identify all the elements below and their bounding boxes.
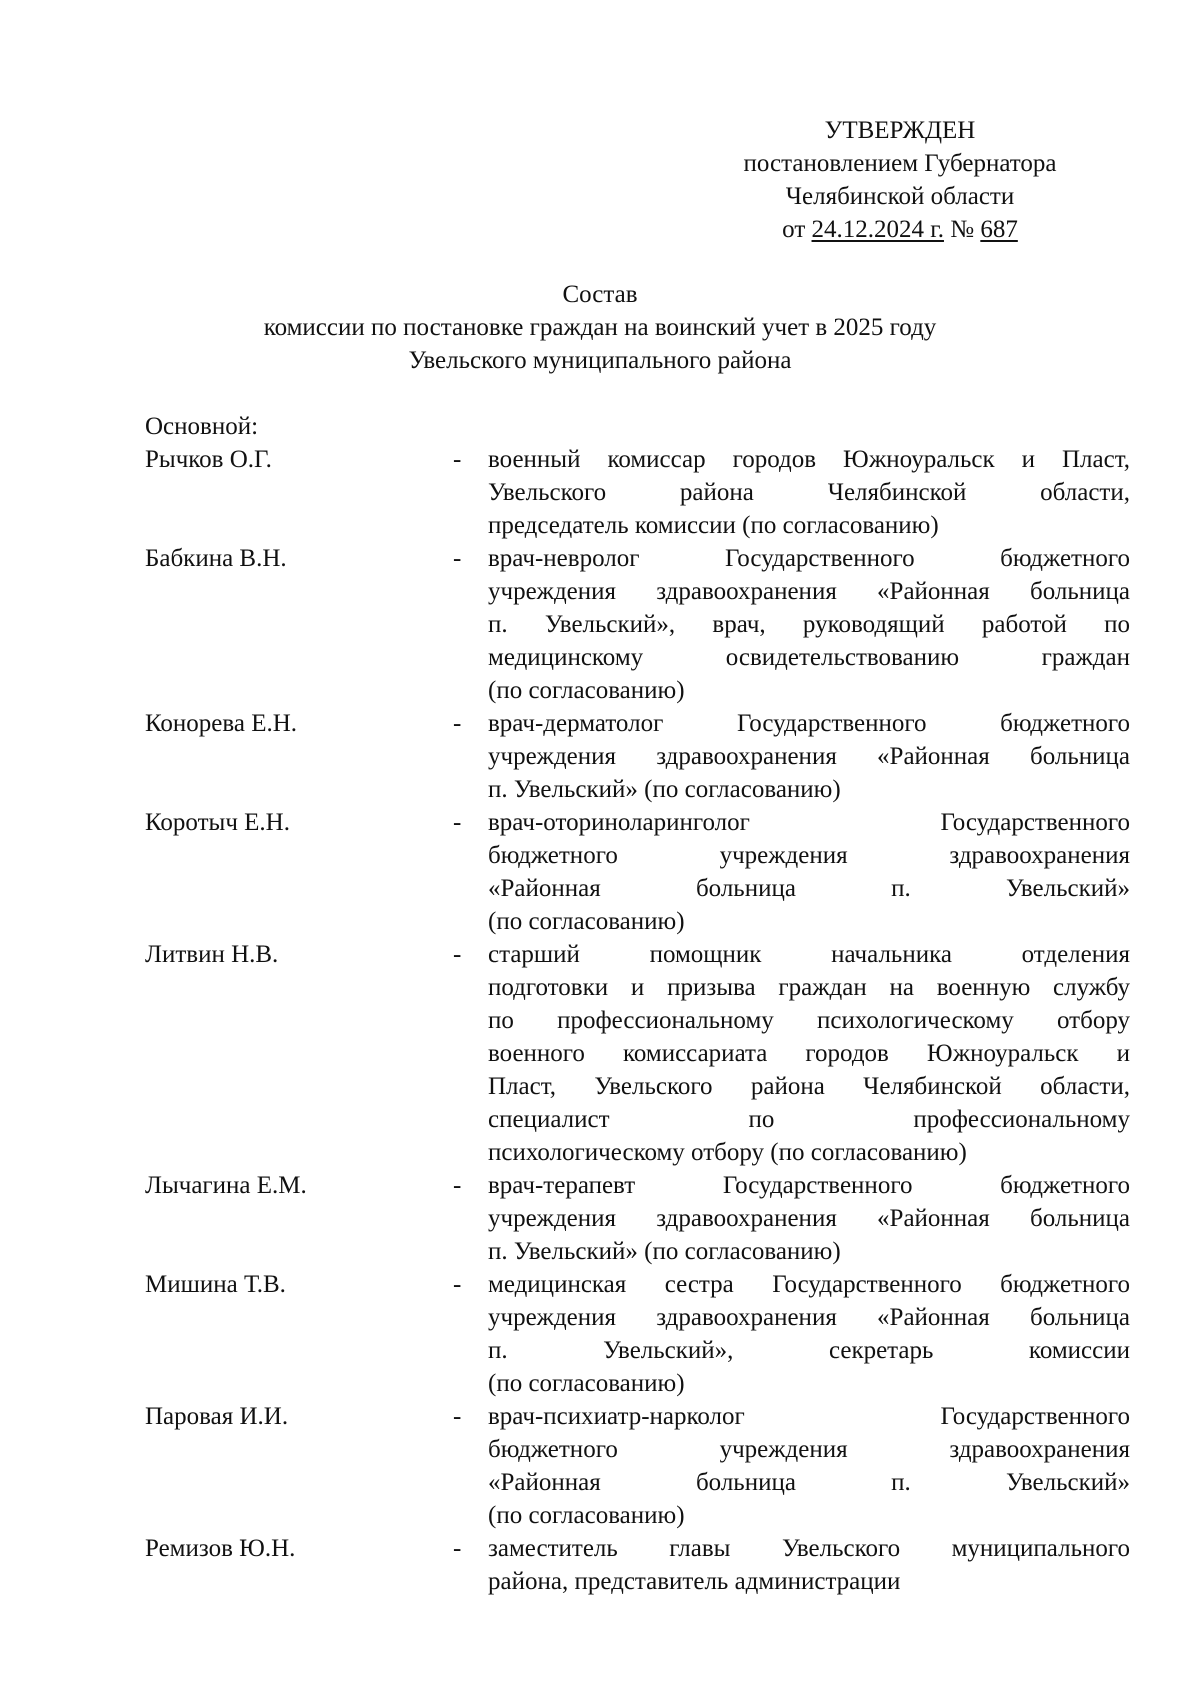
member-description-line: п. Увельский» (по согласованию) <box>488 1238 841 1265</box>
member-dash: - <box>453 446 462 473</box>
member-description-line: по профессиональному психологическому отбору <box>488 1007 1130 1034</box>
member-description-line: врач-невролог Государственного бюджетного <box>488 545 1130 572</box>
member-dash: - <box>453 1271 462 1298</box>
member-description-line: медицинскому освидетельствованию граждан <box>488 644 1130 671</box>
member-description-line: председатель комиссии (по согласованию) <box>488 512 939 539</box>
member-name: Коротыч Е.Н. <box>145 809 290 836</box>
member-description-line: п. Увельский», врач, руководящий работой по <box>488 611 1130 638</box>
member-description <box>488 1532 1130 1598</box>
member-description-line: психологическому отбору (по согласованию) <box>488 1139 967 1166</box>
member-row <box>145 1532 1130 1598</box>
member-description <box>488 806 1130 938</box>
member-row <box>145 1169 1130 1268</box>
member-description-line: «Районная больница п. Увельский» <box>488 875 1130 902</box>
member-description <box>488 1268 1130 1400</box>
member-description-line: заместитель главы Увельского муниципального <box>488 1535 1130 1562</box>
member-dash: - <box>453 1403 462 1430</box>
member-row <box>145 806 1130 938</box>
member-description-line: специалист по профессиональному <box>488 1106 1130 1133</box>
section-label: Основной: <box>145 413 259 440</box>
member-description-line: военный комиссар городов Южноуральск и Пласт, <box>488 446 1130 473</box>
approval-heading: УТВЕРЖДЕН <box>824 117 976 144</box>
member-description-line: (по согласованию) <box>488 677 685 704</box>
member-description <box>488 443 1130 542</box>
member-description-line: врач-терапевт Государственного бюджетного <box>488 1172 1130 1199</box>
member-description-line: (по согласованию) <box>488 1370 685 1397</box>
member-description-line: подготовки и призыва граждан на военную службу <box>488 974 1130 1001</box>
member-description <box>488 1169 1130 1268</box>
approval-line-1: постановлением Губернатора <box>743 150 1057 177</box>
member-name: Ремизов Ю.Н. <box>145 1535 296 1562</box>
member-description <box>488 707 1130 806</box>
member-name: Конорева Е.Н. <box>145 710 298 737</box>
member-dash: - <box>453 809 462 836</box>
member-row <box>145 1400 1130 1532</box>
member-description-line: п. Увельский» (по согласованию) <box>488 776 841 803</box>
member-name: Лычагина Е.М. <box>145 1172 307 1199</box>
member-row <box>145 1268 1130 1400</box>
approval-number: 687 <box>980 216 1018 243</box>
member-description-line: учреждения здравоохранения «Районная больница <box>488 743 1130 770</box>
member-description <box>488 938 1130 1169</box>
member-description-line: Пласт, Увельского района Челябинской области, <box>488 1073 1130 1100</box>
number-prefix: № <box>943 216 981 243</box>
title-line-3: Увельского муниципального района <box>408 347 792 374</box>
title-line-2: комиссии по постановке граждан на воинский учет в 2025 году <box>263 314 937 341</box>
member-description-line: учреждения здравоохранения «Районная больница <box>488 1205 1130 1232</box>
member-description <box>488 542 1130 707</box>
member-name: Мишина Т.В. <box>145 1271 286 1298</box>
date-prefix: от <box>782 216 812 243</box>
member-description-line: врач-психиатр-нарколог Государственного <box>488 1403 1130 1430</box>
approval-date: 24.12.2024 г. <box>811 216 944 243</box>
member-description-line: старший помощник начальника отделения <box>488 941 1130 968</box>
member-description-line: учреждения здравоохранения «Районная больница <box>488 578 1130 605</box>
approval-date-line <box>690 213 1110 246</box>
member-name: Литвин Н.В. <box>145 941 279 968</box>
member-dash: - <box>453 1535 462 1562</box>
member-description-line: врач-оториноларинголог Государственного <box>488 809 1130 836</box>
member-description-line: Увельского района Челябинской области, <box>488 479 1130 506</box>
member-name: Паровая И.И. <box>145 1403 289 1430</box>
member-description <box>488 1400 1130 1532</box>
member-name: Бабкина В.Н. <box>145 545 287 572</box>
member-description-line: бюджетного учреждения здравоохранения <box>488 1436 1130 1463</box>
member-description-line: п. Увельский», секретарь комиссии <box>488 1337 1130 1364</box>
member-description-line: медицинская сестра Государственного бюджетного <box>488 1271 1130 1298</box>
member-description-line: военного комиссариата городов Южноуральск и <box>488 1040 1130 1067</box>
title-line-1: Состав <box>562 281 638 308</box>
member-dash: - <box>453 941 462 968</box>
member-description-line: (по согласованию) <box>488 908 685 935</box>
member-description-line: района, представитель администрации <box>488 1568 901 1595</box>
member-description-line: «Районная больница п. Увельский» <box>488 1469 1130 1496</box>
member-description-line: (по согласованию) <box>488 1502 685 1529</box>
member-name: Рычков О.Г. <box>145 446 272 473</box>
member-row <box>145 443 1130 542</box>
members-list <box>145 443 1130 1598</box>
member-description-line: бюджетного учреждения здравоохранения <box>488 842 1130 869</box>
member-row <box>145 938 1130 1169</box>
approval-line-2: Челябинской области <box>785 183 1015 210</box>
member-description-line: учреждения здравоохранения «Районная больница <box>488 1304 1130 1331</box>
member-description-line: врач-дерматолог Государственного бюджетного <box>488 710 1130 737</box>
member-dash: - <box>453 1172 462 1199</box>
approval-stamp <box>690 114 1110 246</box>
member-dash: - <box>453 545 462 572</box>
member-dash: - <box>453 710 462 737</box>
member-row <box>145 542 1130 707</box>
document-title <box>150 278 1050 377</box>
member-row <box>145 707 1130 806</box>
